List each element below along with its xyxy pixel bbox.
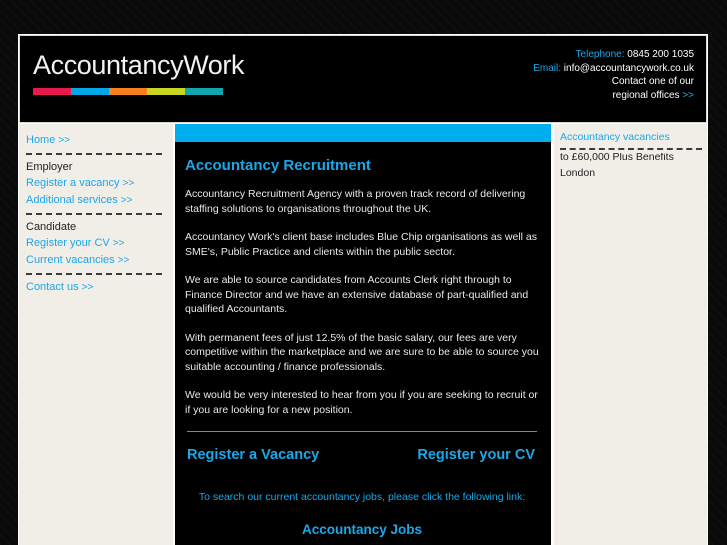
sidebar-divider bbox=[26, 273, 162, 275]
header-contact-info bbox=[533, 48, 694, 102]
register-a-vacancy-link[interactable]: Register a Vacancy bbox=[187, 447, 320, 463]
search-jobs-note: To search our current accountancy jobs, please click the following link: bbox=[198, 491, 526, 503]
telephone-value: 0845 200 1035 bbox=[627, 49, 694, 60]
vacancy-salary-clip bbox=[560, 153, 701, 164]
vacancy-location: London bbox=[560, 167, 596, 179]
intro-paragraph-4: With permanent fees of just 12.5% of the basic salary, our fees are very competitive within the marketplace and we are sure to be able to source you suitable accounting / finance professionals. bbox=[185, 331, 539, 373]
main-content bbox=[175, 124, 551, 545]
sidebar-item-home-label: Home bbox=[26, 134, 56, 146]
sidebar-item-current-vacancies[interactable] bbox=[26, 252, 173, 269]
arrows-icon: >> bbox=[122, 178, 135, 189]
logo-bar-segment-5 bbox=[185, 88, 223, 95]
vacancies-divider bbox=[560, 148, 702, 150]
arrows-icon: >> bbox=[81, 282, 94, 293]
sidebar-item-label: Additional services bbox=[26, 194, 118, 206]
sidebar-heading-candidate: Candidate bbox=[26, 221, 77, 233]
intro-paragraph-5: We would be very interested to hear from you if you are seeking to recruit or if you are looking for a new position. bbox=[185, 389, 538, 416]
email-label: Email: bbox=[533, 62, 561, 74]
main-accent-bar bbox=[175, 124, 551, 142]
logo-bar-segment-4 bbox=[147, 88, 185, 95]
page-title: Accountancy Recruitment bbox=[185, 157, 371, 174]
register-your-cv-link[interactable]: Register your CV bbox=[417, 447, 535, 463]
sidebar-item-register-your-cv[interactable] bbox=[26, 235, 173, 252]
logo-bar-segment-2 bbox=[71, 88, 109, 95]
intro-paragraph-3: We are able to source candidates from Accounts Clerk right through to Finance Director and we have an extensive database of part-qualified and qualified Accountants. bbox=[185, 274, 529, 315]
logo-text: AccountancyWork bbox=[33, 50, 245, 80]
body-area bbox=[18, 123, 708, 545]
page-frame bbox=[18, 34, 708, 545]
sidebar-divider bbox=[26, 213, 162, 215]
jobs-link-row bbox=[185, 521, 539, 539]
vacancy-salary: to £60,000 Plus Benefits bbox=[560, 153, 674, 163]
logo-bar-segment-1 bbox=[33, 88, 71, 95]
sidebar-nav bbox=[19, 124, 173, 545]
email-value[interactable]: info@accountancywork.co.uk bbox=[563, 62, 694, 74]
telephone-label: Telephone: bbox=[575, 49, 625, 60]
arrows-icon: >> bbox=[112, 238, 125, 249]
arrows-icon: >> bbox=[117, 255, 130, 266]
telephone-line bbox=[533, 48, 694, 62]
vacancies-panel bbox=[554, 124, 707, 545]
main-inner bbox=[175, 142, 551, 545]
sidebar-item-label: Register a vacancy bbox=[26, 177, 120, 189]
divider-rule-top bbox=[187, 431, 537, 432]
cta-row bbox=[185, 446, 539, 464]
email-line bbox=[533, 62, 694, 76]
sidebar-item-label: Contact us bbox=[26, 281, 79, 293]
site-logo[interactable] bbox=[33, 49, 244, 95]
accountancy-jobs-link[interactable]: Accountancy Jobs bbox=[301, 522, 423, 537]
sidebar-item-label: Current vacancies bbox=[26, 254, 115, 266]
logo-bar-segment-3 bbox=[109, 88, 147, 95]
sidebar-divider bbox=[26, 153, 162, 155]
regional-offices-label: regional offices bbox=[612, 89, 680, 101]
sidebar-item-home[interactable] bbox=[26, 132, 173, 149]
regional-offices-line-1: Contact one of our bbox=[611, 76, 694, 87]
sidebar-item-register-a-vacancy[interactable] bbox=[26, 175, 173, 192]
sidebar-item-contact-us[interactable] bbox=[26, 279, 173, 296]
arrows-icon: >> bbox=[120, 195, 133, 206]
vacancies-panel-title[interactable]: Accountancy vacancies bbox=[560, 131, 670, 143]
arrows-icon: >> bbox=[682, 89, 694, 101]
sidebar-heading-employer: Employer bbox=[26, 161, 73, 173]
regional-offices-link[interactable] bbox=[533, 89, 694, 103]
site-header bbox=[19, 35, 707, 123]
intro-paragraph-1: Accountancy Recruitment Agency with a proven track record of delivering staffing solutions to organisations throughout the UK. bbox=[185, 188, 526, 215]
arrows-icon: >> bbox=[58, 135, 71, 146]
sidebar-item-label: Register your CV bbox=[26, 237, 110, 249]
sidebar-item-additional-services[interactable] bbox=[26, 192, 173, 209]
intro-paragraph-2: Accountancy Work's client base includes Blue Chip organisations as well as SME's, Public Practice and clients within the public sector. bbox=[185, 231, 537, 258]
logo-color-bar bbox=[33, 88, 223, 95]
